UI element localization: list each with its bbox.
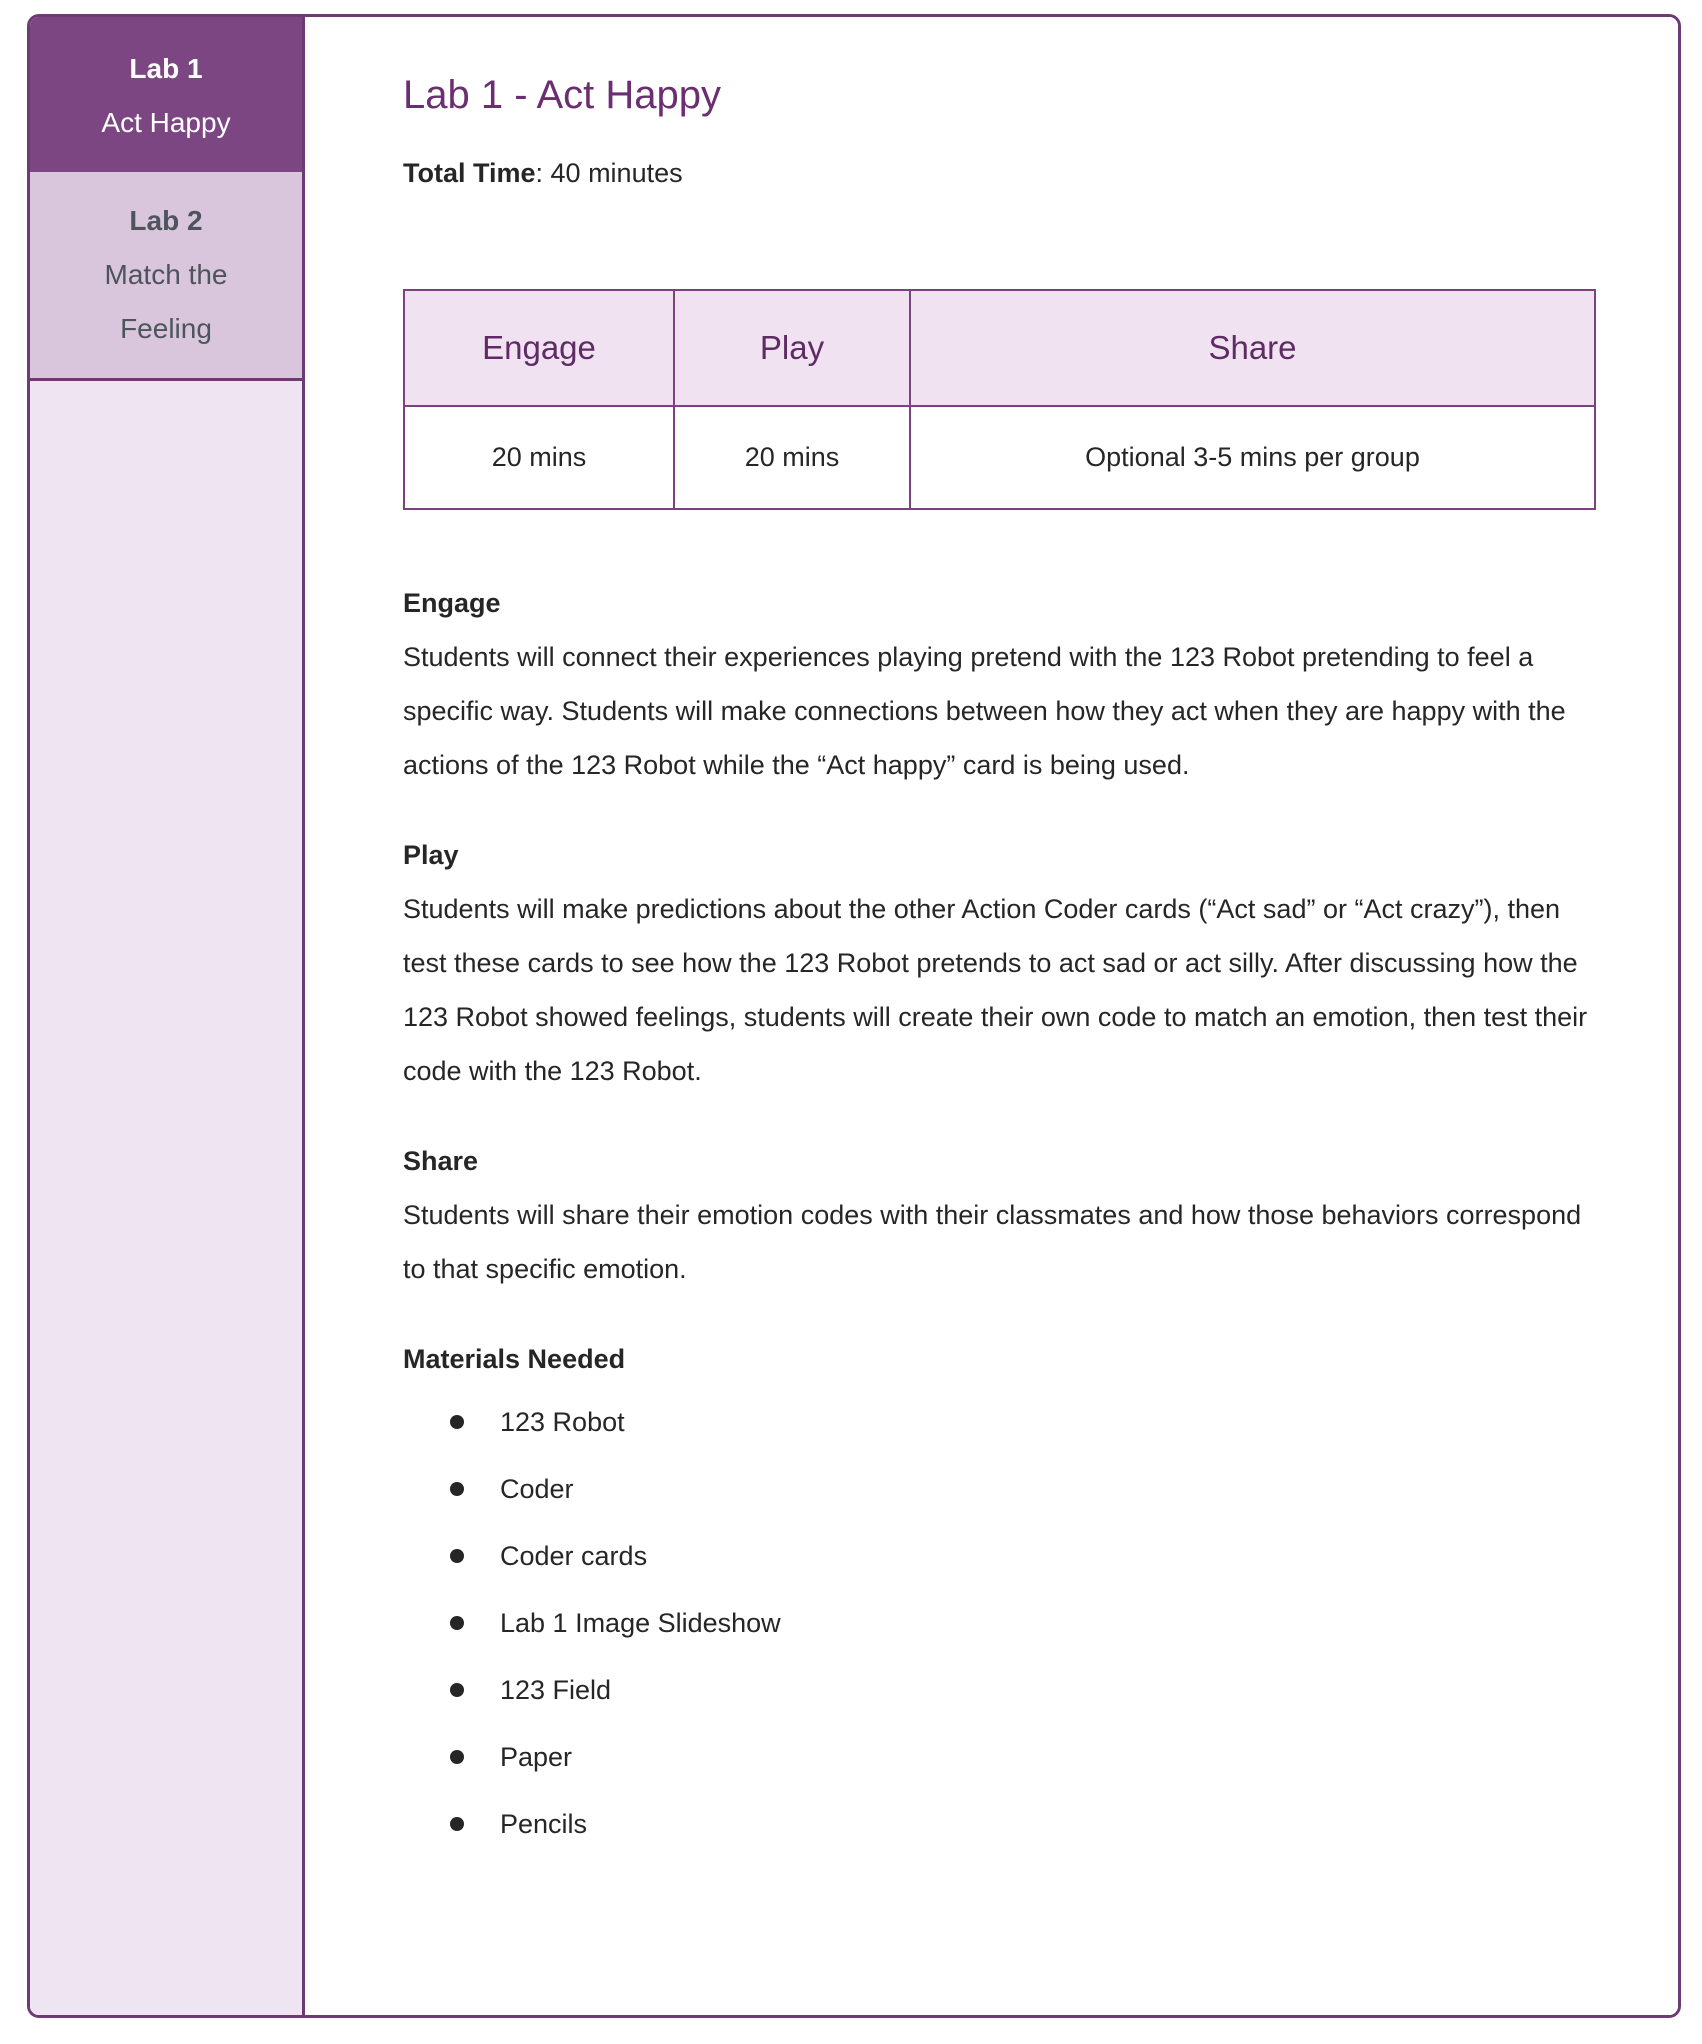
schedule-header-play: Play — [674, 290, 910, 406]
schedule-value-row — [404, 406, 1595, 509]
lesson-card — [27, 14, 1681, 2018]
schedule-header-row — [404, 290, 1595, 406]
total-time-label: Total Time — [403, 158, 536, 188]
materials-item: 123 Field — [500, 1670, 1596, 1710]
tab-lab1-label: Lab 1 — [129, 53, 203, 84]
schedule-table — [403, 289, 1596, 510]
sidebar-tab-lab1[interactable] — [30, 17, 302, 172]
section-share — [403, 1134, 1596, 1296]
section-play-body: Students will make predictions about the other Action Coder cards (“Act sad” or “Act crazy”), then test these cards to see how the 123 Robot pretends to act sad or act silly. After discussing how the 123 Robot showed feelings, students will create their own code to match an emotion, then test their code with the 123 Robot. — [403, 894, 1588, 1086]
materials-item: Coder cards — [500, 1536, 1596, 1576]
materials-item: Lab 1 Image Slideshow — [500, 1603, 1596, 1643]
tab-lab1-sublabel: Act Happy — [101, 107, 231, 138]
sidebar-tab-lab2[interactable] — [30, 172, 302, 381]
schedule-cell-play: 20 mins — [674, 406, 910, 509]
lab-tabs-sidebar — [30, 17, 305, 2015]
tab-lab2-sublabel: Match the Feeling — [104, 259, 228, 344]
section-share-body: Students will share their emotion codes with their classmates and how those behaviors correspond to that specific emotion. — [403, 1200, 1582, 1284]
schedule-cell-engage: 20 mins — [404, 406, 674, 509]
schedule-header-engage: Engage — [404, 290, 674, 406]
section-engage-heading: Engage — [403, 588, 501, 618]
sidebar-fill — [30, 381, 302, 2015]
tab-lab2-label: Lab 2 — [129, 205, 203, 236]
section-share-heading: Share — [403, 1146, 479, 1176]
lesson-content — [305, 17, 1681, 2015]
section-play-heading: Play — [403, 840, 459, 870]
schedule-header-share: Share — [910, 290, 1595, 406]
schedule-cell-share: Optional 3-5 mins per group — [910, 406, 1595, 509]
section-engage — [403, 576, 1596, 792]
materials-item: Coder — [500, 1469, 1596, 1509]
total-time-value: : 40 minutes — [535, 158, 683, 188]
materials-item: 123 Robot — [500, 1402, 1596, 1442]
section-play — [403, 828, 1596, 1098]
section-engage-body: Students will connect their experiences playing pretend with the 123 Robot pretending to feel a specific way. Students will make connections between how they act when they are happy with the actions of the 123 Robot while the “Act happy” card is being used. — [403, 642, 1566, 780]
page-title: Lab 1 - Act Happy — [403, 73, 721, 117]
materials-heading: Materials Needed — [403, 1344, 626, 1374]
materials-list — [403, 1402, 1596, 1844]
materials-item: Pencils — [500, 1804, 1596, 1844]
section-materials — [403, 1332, 1596, 1844]
materials-item: Paper — [500, 1737, 1596, 1777]
total-time — [403, 153, 1596, 193]
